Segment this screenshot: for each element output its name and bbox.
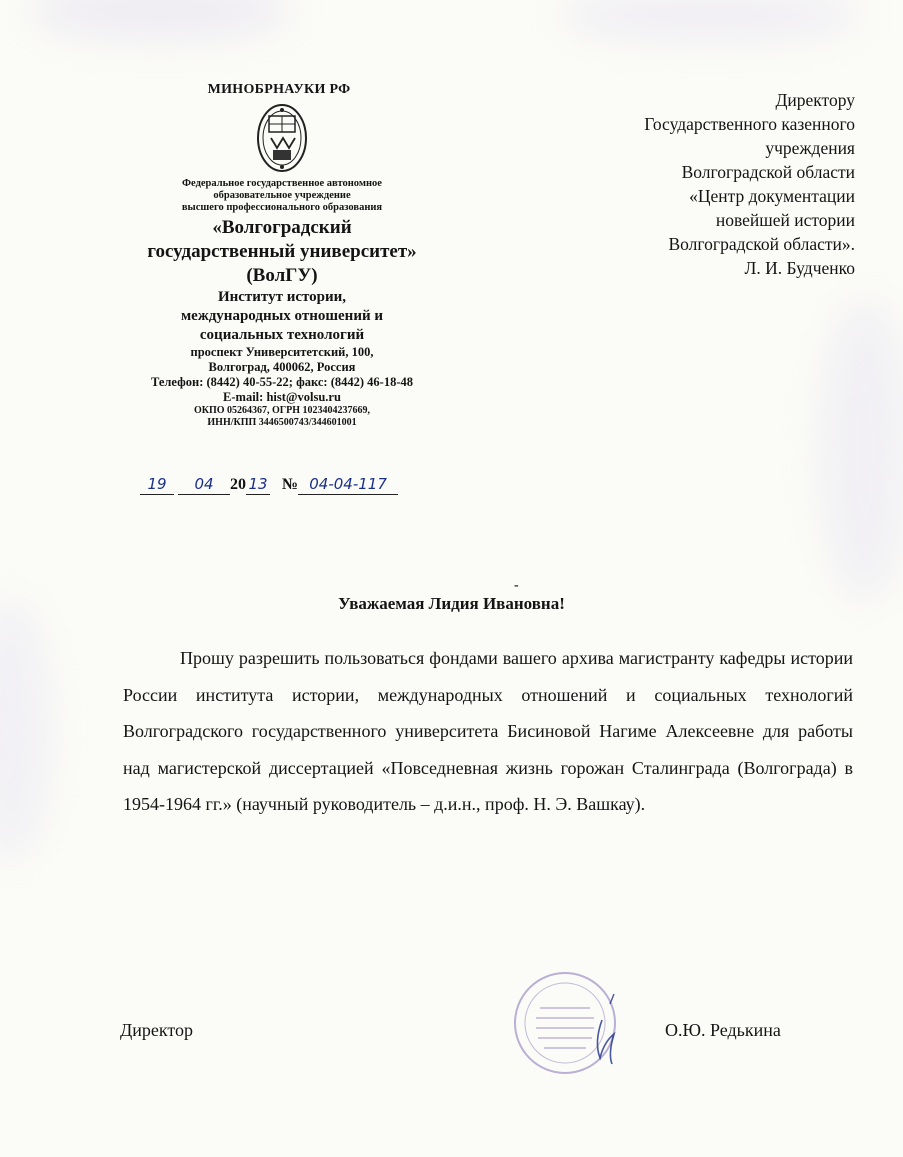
addressee-line: новейшей истории <box>715 210 855 230</box>
phone-line: Телефон: (8442) 40-55-22; факс: (8442) 46-18-48 <box>151 375 413 389</box>
address-line: Волгоград, 400062, Россия <box>208 360 356 374</box>
codes-line: ОКПО 05264367, ОГРН 1023404237669, <box>193 405 371 416</box>
body-paragraph: Прошу разрешить пользоваться фондами вашего архива магистранту кафедры истории России института истории, международных отношений и социальных технологий Волгоградского государственного университета Бисиновой Нагиме Алексеевне для работы над магистерской диссертацией «Повседневная жизнь горожан Сталинграда (Волгограда) в 1954-1964 гг.» (научный руководитель – д.и.н., проф. Н. Э. Вашкау). <box>123 648 853 814</box>
org-type-line: высшего профессионального образования <box>181 202 383 213</box>
salutation: Уважаемая Лидия Ивановна! <box>338 594 565 613</box>
scan-stain <box>820 300 903 600</box>
reg-year-prefix: 20 <box>230 476 246 493</box>
addressee-block <box>565 88 855 280</box>
addressee-line: Государственного казенного <box>644 114 855 134</box>
university-emblem-icon <box>255 102 309 174</box>
ministry-title: МИНОБРНАУКИ РФ <box>207 82 351 97</box>
addressee-line: учреждения <box>765 138 855 158</box>
institute-line: Институт истории, <box>217 289 347 305</box>
letter-body <box>123 640 853 823</box>
reg-year-suffix: 13 <box>248 475 268 493</box>
letterhead <box>112 82 452 429</box>
university-abbrev: (ВолГУ) <box>246 265 318 286</box>
addressee-line: Волгоградской области <box>681 162 855 182</box>
org-type-line: Федеральное государственное автономное <box>182 178 382 189</box>
signatory-position: Директор <box>120 1020 194 1040</box>
addressee-line: Волгоградской области». <box>668 234 855 254</box>
codes-line: ИНН/КПП 3446500743/344601001 <box>207 417 357 428</box>
org-type-line: образовательное учреждение <box>213 190 351 201</box>
institute-line: международных отношений и <box>180 308 384 324</box>
addressee-name: Л. И. Будченко <box>744 258 855 278</box>
address-line: проспект Университетский, 100, <box>190 345 374 359</box>
institute-line: социальных технологий <box>199 327 365 343</box>
addressee-line: «Центр документации <box>689 186 855 206</box>
registration-line <box>140 475 440 495</box>
reg-day: 19 <box>147 475 167 493</box>
scan-stain <box>560 0 860 40</box>
scan-stain <box>0 600 50 860</box>
email-line: E-mail: hist@volsu.ru <box>223 390 341 404</box>
university-name-line: «Волгоградский <box>212 217 352 238</box>
university-name-line: государственный университет» <box>147 241 417 262</box>
scan-stain <box>30 0 290 40</box>
signatory-name: О.Ю. Редькина <box>665 1020 781 1040</box>
reg-number: 04-04-117 <box>309 475 387 493</box>
addressee-line: Директору <box>775 90 855 110</box>
round-stamp-icon <box>510 968 620 1078</box>
reg-month: 04 <box>194 475 214 493</box>
reg-number-label: № <box>282 476 299 493</box>
stray-mark: - <box>514 578 519 593</box>
